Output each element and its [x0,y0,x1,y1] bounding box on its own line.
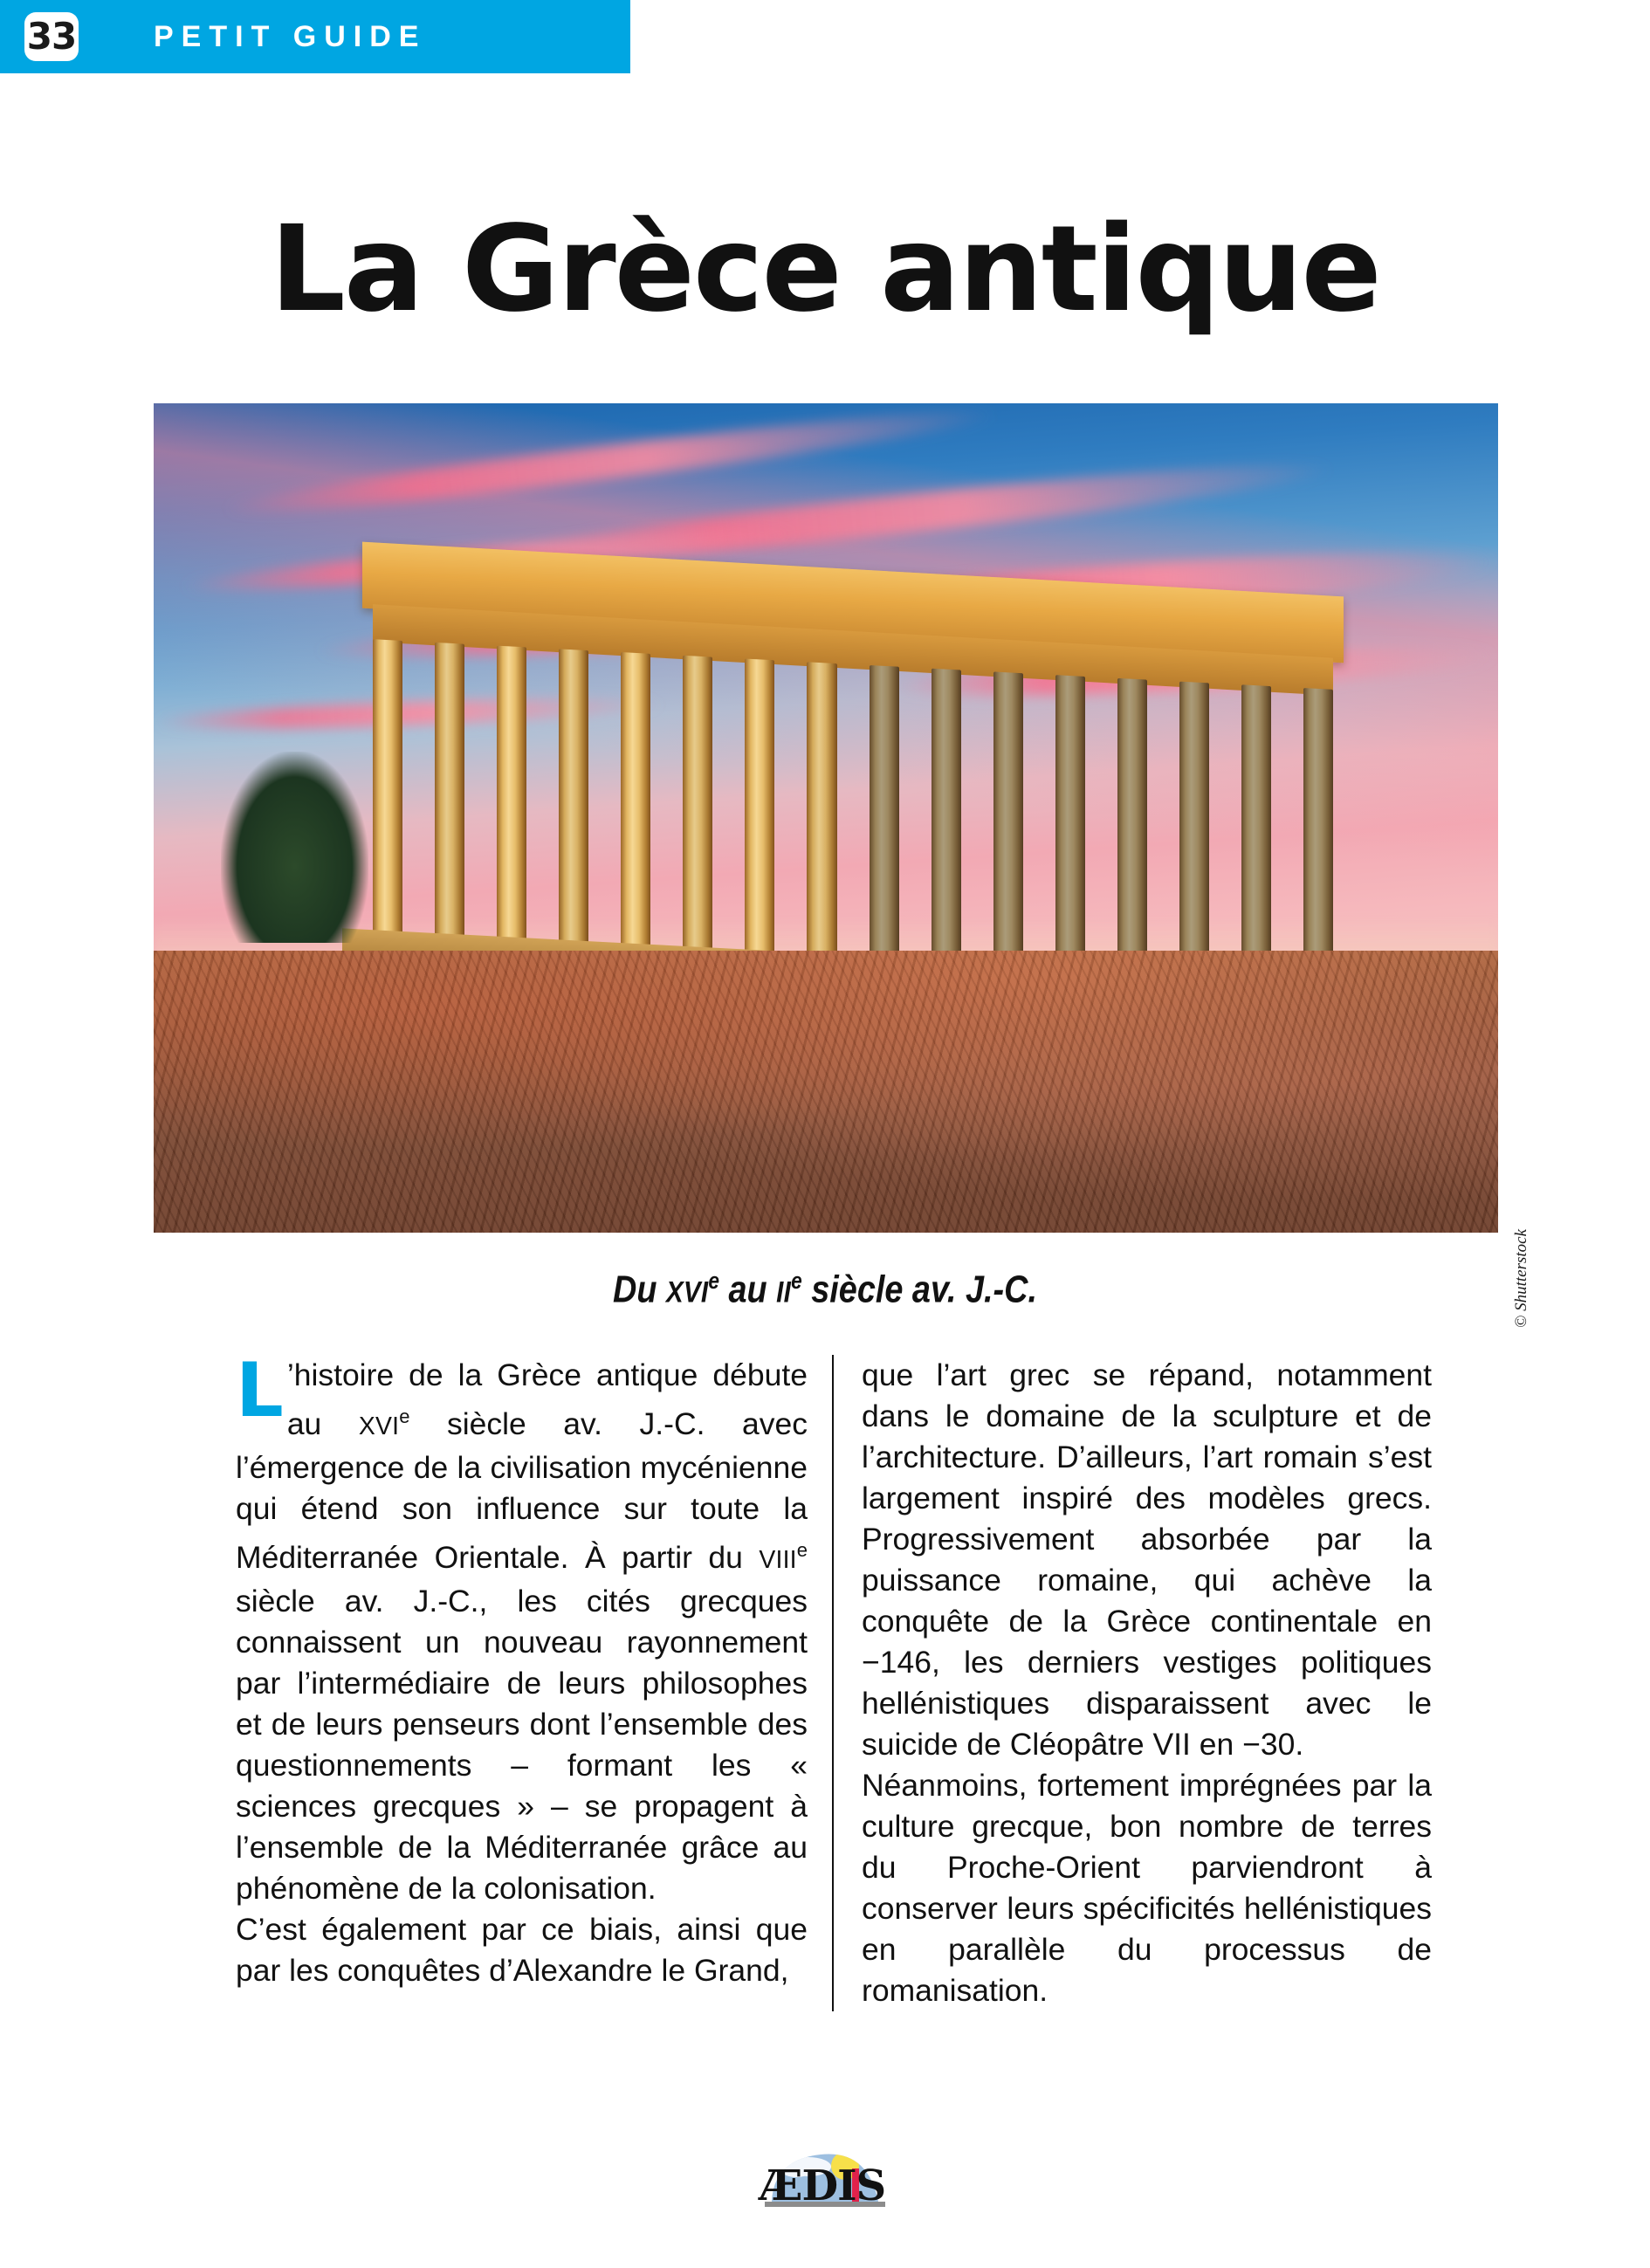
temple-colonnade [373,639,1333,988]
temple-column [373,639,402,939]
body-column-right [832,1355,1432,2011]
temple-column [497,646,526,946]
temple-column [559,649,588,950]
ordinal-suffix: e [796,1538,808,1561]
paragraph: que l’art grec se répand, notamment dans le domaine de la sculpture et de l’architecture. D’ailleurs, l’art romain s’est largement inspiré des modèles grecs. Progressivement absorbée par la puissance romaine, qui achève la conquête de la Grèce continentale en −146, les derniers vestiges politiques hellénistiques disparaissent avec le suicide de Cléopâtre VII en −30. [862,1357,1432,1762]
subtitle-prefix: Du [613,1268,666,1311]
body-text-segment: siècle av. J.-C., les cités grecques connaissent un nouveau rayonnement par l’intermédiaire de leurs philosophes et de leurs penseurs dont l’ensemble des questionnements – formant les « sciences grecques » – se propagent à l’ensemble de la Méditerranée grâce au phénomène de la colonisation. [236,1583,808,1906]
subtitle-roman-numeral-2: II [776,1275,792,1309]
temple-column [869,665,898,966]
temple-column [435,643,464,943]
aedis-logo-icon [746,2141,904,2216]
parthenon-photo [154,403,1498,1233]
temple-column [931,669,960,969]
acropolis-rock [154,951,1498,1233]
cypress-tree [221,752,368,943]
subtitle-suffix: siècle av. J.-C. [801,1268,1037,1311]
aedis-logo [746,2141,904,2216]
subtitle-ordinal-1: e [708,1268,719,1294]
header-kicker: PETIT GUIDE [154,19,427,53]
drop-cap: L [236,1347,284,1434]
paragraph [236,1347,808,1909]
temple-column [1117,678,1146,979]
logo-wordmark: ÆDIS [759,2161,886,2210]
page-title: La Grèce antique [270,201,1380,340]
temple-column [1303,688,1333,988]
body-text-segment: siècle av. J.-C. avec l’émergence de la civilisation mycénienne qui étend son influence sur toute la Méditerranée Orientale. À partir du [236,1405,808,1575]
temple-column [683,656,712,956]
temple-column [993,672,1022,972]
temple-column [621,652,650,952]
temple-column [1055,675,1084,975]
body-column-left [236,1347,832,2011]
temple-column [1241,685,1271,986]
subtitle-middle: au [718,1268,777,1311]
article-subtitle [115,1268,1534,1312]
parthenon-temple [342,569,1364,984]
subtitle-roman-numeral-1: XVI [665,1275,709,1309]
temple-column [807,662,836,962]
page-number-badge [24,12,79,61]
ordinal-suffix: e [399,1405,410,1427]
page-header-banner [0,0,630,73]
photo-credit: © Shutterstock [1512,1229,1530,1329]
body-text-segment: ’histoire de la Grèce antique débute au [286,1357,808,1441]
temple-column [1179,682,1209,982]
temple-column [745,659,774,959]
paragraph: Néanmoins, fortement imprégnées par la culture grecque, bon nombre de terres du Proche-Orient parviendront à conserver leurs spécificités hellénistiques en parallèle du processus de romanisation. [862,1768,1432,2008]
roman-numeral: VIII [759,1545,797,1574]
roman-numeral: XVI [358,1412,400,1440]
article-body [236,1347,1432,2011]
paragraph: C’est également par ce biais, ainsi que par les conquêtes d’Alexandre le Grand, [236,1911,808,1988]
page-number: 33 [26,15,77,58]
subtitle-ordinal-2: e [791,1268,802,1294]
